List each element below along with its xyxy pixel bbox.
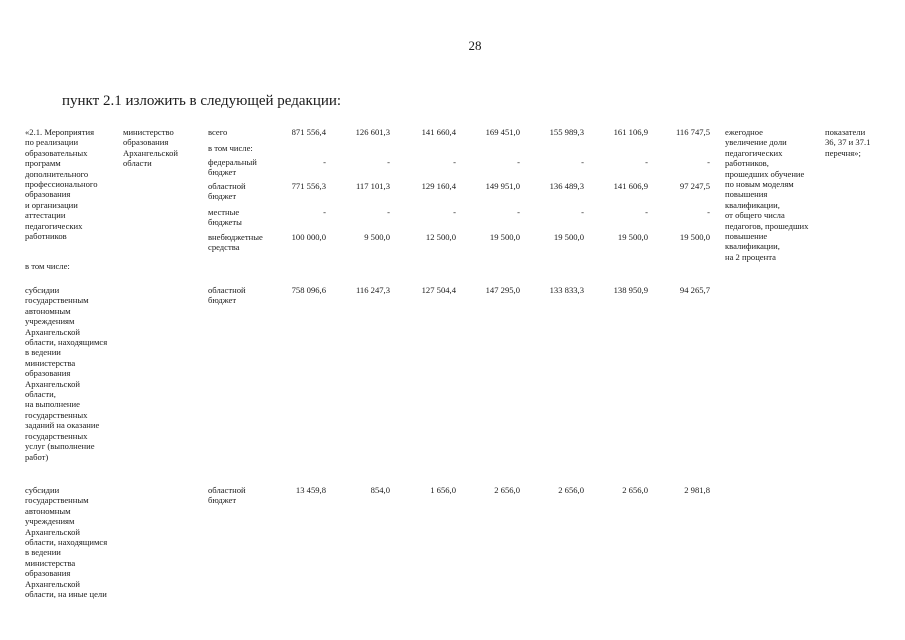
source-label-including: в том числе: <box>208 143 253 153</box>
main-source-3-value-col-4: 149 951,0 <box>485 181 520 191</box>
main-executor: министерство образования Архангельской области <box>123 127 178 169</box>
main-source-0-value-col-3: 141 660,4 <box>421 127 456 137</box>
main-source-0-value-col-4: 169 451,0 <box>485 127 520 137</box>
source-label-regional: областной бюджет <box>208 181 246 202</box>
main-source-2-value-col-5: - <box>581 157 584 167</box>
main-source-3-value-col-3: 129 160,4 <box>421 181 456 191</box>
main-source-2-value-col-7: - <box>707 157 710 167</box>
main-source-0-value-col-6: 161 106,9 <box>613 127 648 137</box>
sub-row-2-value-col-3: 1 656,0 <box>430 485 456 495</box>
main-including: в том числе: <box>25 261 70 271</box>
main-source-5-value-col-6: 19 500,0 <box>617 232 648 242</box>
main-source-0-value-col-5: 155 989,3 <box>549 127 584 137</box>
sub-row-1-event: субсидии государственным автономным учреждениям Архангельской области, находящимся в ведении министерства образования Архангельской области, на выполнение государственных заданий на оказание государственных услуг (выполнение работ) <box>25 285 108 462</box>
sub-row-1-value-col-5: 133 833,3 <box>549 285 584 295</box>
main-result: ежегодное увеличение доли педагогических работников, прошедших обучение по новым моделям повышения квалификации, от общего числа педагогов, прошедших повышение квалификации, на 2 процента <box>725 127 809 262</box>
sub-row-2-value-col-5: 2 656,0 <box>558 485 584 495</box>
sub-row-1-value-col-7: 94 265,7 <box>679 285 710 295</box>
main-source-0-value-col-2: 126 601,3 <box>355 127 390 137</box>
main-source-2-value-col-6: - <box>645 157 648 167</box>
main-source-3-value-col-6: 141 606,9 <box>613 181 648 191</box>
sub-row-2-value-col-4: 2 656,0 <box>494 485 520 495</box>
main-source-4-value-col-4: - <box>517 207 520 217</box>
main-source-4-value-col-5: - <box>581 207 584 217</box>
sub-row-2-value-col-2: 854,0 <box>370 485 390 495</box>
sub-row-2-value-col-7: 2 981,8 <box>684 485 710 495</box>
main-source-5-value-col-1: 100 000,0 <box>291 232 326 242</box>
sub-row-2-value-col-6: 2 656,0 <box>622 485 648 495</box>
main-source-4-value-col-3: - <box>453 207 456 217</box>
heading: пункт 2.1 изложить в следующей редакции: <box>62 93 342 109</box>
source-label-federal: федеральный бюджет <box>208 157 257 178</box>
source-label-local: местные бюджеты <box>208 207 242 228</box>
main-source-4-value-col-1: - <box>323 207 326 217</box>
main-event: «2.1. Мероприятия по реализации образовательных программ дополнительного профессионального образования и организации аттестации педагогических работников <box>25 127 98 242</box>
main-indicators: показатели 36, 37 и 37.1 перечня»; <box>825 127 871 158</box>
sub-row-1-value-col-3: 127 504,4 <box>421 285 456 295</box>
main-source-5-value-col-5: 19 500,0 <box>553 232 584 242</box>
main-source-5-value-col-4: 19 500,0 <box>489 232 520 242</box>
sub-row-1-source: областной бюджет <box>208 285 246 306</box>
main-source-3-value-col-1: 771 556,3 <box>291 181 326 191</box>
main-source-3-value-col-2: 117 101,3 <box>355 181 390 191</box>
main-source-4-value-col-7: - <box>707 207 710 217</box>
main-source-5-value-col-7: 19 500,0 <box>679 232 710 242</box>
page-number: 28 <box>468 38 482 53</box>
source-label-total: всего <box>208 127 228 137</box>
main-source-2-value-col-2: - <box>387 157 390 167</box>
source-label-extrabudget: внебюджетные средства <box>208 232 263 253</box>
sub-row-1-value-col-4: 147 295,0 <box>485 285 520 295</box>
main-source-5-value-col-3: 12 500,0 <box>425 232 456 242</box>
main-source-4-value-col-2: - <box>387 207 390 217</box>
main-source-2-value-col-1: - <box>323 157 326 167</box>
main-source-5-value-col-2: 9 500,0 <box>364 232 390 242</box>
main-source-4-value-col-6: - <box>645 207 648 217</box>
sub-row-1-value-col-6: 138 950,9 <box>613 285 648 295</box>
sub-row-2-value-col-1: 13 459,8 <box>295 485 326 495</box>
main-source-3-value-col-5: 136 489,3 <box>549 181 584 191</box>
sub-row-1-value-col-2: 116 247,3 <box>355 285 390 295</box>
sub-row-1-value-col-1: 758 096,6 <box>291 285 326 295</box>
main-source-2-value-col-4: - <box>517 157 520 167</box>
main-source-3-value-col-7: 97 247,5 <box>679 181 710 191</box>
main-source-0-value-col-7: 116 747,5 <box>675 127 710 137</box>
sub-row-2-event: субсидии государственным автономным учреждениям Архангельской области, находящимся в ведении министерства образования Архангельской области, на иные цели <box>25 485 108 600</box>
main-source-0-value-col-1: 871 556,4 <box>291 127 326 137</box>
sub-row-2-source: областной бюджет <box>208 485 246 506</box>
main-source-2-value-col-3: - <box>453 157 456 167</box>
